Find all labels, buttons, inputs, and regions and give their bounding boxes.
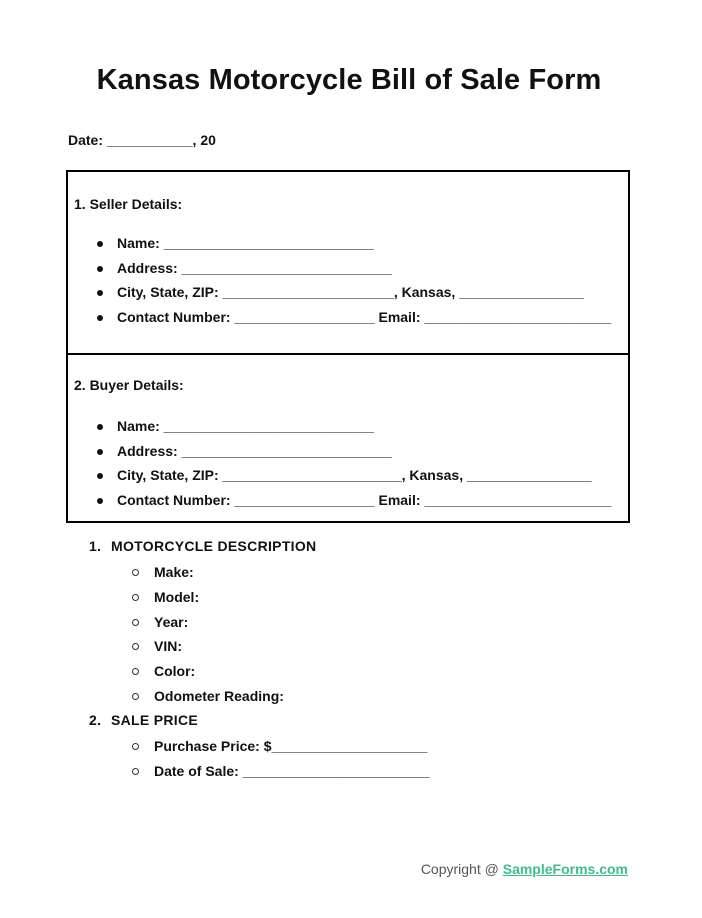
bullet-icon bbox=[97, 449, 103, 455]
seller-name-field: Name: ___________________________ bbox=[68, 234, 628, 259]
seller-details-heading: 1. Seller Details: bbox=[74, 196, 183, 212]
seller-contact-field: Contact Number: __________________ Email: ________________________ bbox=[68, 308, 628, 333]
section-number: 1. bbox=[89, 538, 102, 554]
sale-price-list bbox=[0, 737, 430, 787]
section-number: 2. bbox=[89, 712, 102, 728]
circle-bullet-icon bbox=[132, 668, 139, 675]
bullet-icon bbox=[97, 266, 103, 272]
model-field: Model: bbox=[0, 588, 284, 613]
buyer-field-list bbox=[68, 417, 628, 516]
vin-field: VIN: bbox=[0, 637, 284, 662]
bullet-icon bbox=[97, 498, 103, 504]
circle-bullet-icon bbox=[132, 643, 139, 650]
bullet-icon bbox=[97, 424, 103, 430]
circle-bullet-icon bbox=[132, 693, 139, 700]
buyer-details-box bbox=[66, 353, 630, 523]
buyer-contact-field: Contact Number: __________________ Email: ________________________ bbox=[68, 491, 628, 516]
make-field: Make: bbox=[0, 563, 284, 588]
circle-bullet-icon bbox=[132, 619, 139, 626]
seller-field-list bbox=[68, 234, 628, 333]
odometer-reading-field: Odometer Reading: bbox=[0, 687, 284, 712]
circle-bullet-icon bbox=[132, 594, 139, 601]
copyright-notice: Copyright @ SampleForms.com bbox=[420, 861, 628, 877]
seller-details-box bbox=[66, 170, 630, 355]
buyer-address-field: Address: ___________________________ bbox=[68, 442, 628, 467]
bullet-icon bbox=[97, 241, 103, 247]
seller-city-state-zip-field: City, State, ZIP: ______________________, Kansas, ________________ bbox=[68, 283, 628, 308]
buyer-name-field: Name: ___________________________ bbox=[68, 417, 628, 442]
buyer-details-heading: 2. Buyer Details: bbox=[74, 377, 184, 393]
buyer-city-state-zip-field: City, State, ZIP: _______________________, Kansas, ________________ bbox=[68, 466, 628, 491]
page-title: Kansas Motorcycle Bill of Sale Form bbox=[96, 64, 602, 96]
circle-bullet-icon bbox=[132, 569, 139, 576]
motorcycle-description-heading: 1. MOTORCYCLE DESCRIPTION bbox=[89, 538, 317, 554]
circle-bullet-icon bbox=[132, 768, 139, 775]
circle-bullet-icon bbox=[132, 743, 139, 750]
purchase-price-field: Purchase Price: $____________________ bbox=[0, 737, 430, 762]
year-field: Year: bbox=[0, 613, 284, 638]
bullet-icon bbox=[97, 473, 103, 479]
seller-address-field: Address: ___________________________ bbox=[68, 259, 628, 284]
motorcycle-description-list bbox=[0, 563, 284, 712]
sampleforms-link[interactable]: SampleForms.com bbox=[502, 861, 628, 877]
bullet-icon bbox=[97, 315, 103, 321]
sale-price-heading: 2. SALE PRICE bbox=[89, 712, 199, 728]
bullet-icon bbox=[97, 290, 103, 296]
color-field: Color: bbox=[0, 662, 284, 687]
date-line: Date: ___________, 20 bbox=[68, 132, 216, 148]
date-of-sale-field: Date of Sale: ________________________ bbox=[0, 762, 430, 787]
